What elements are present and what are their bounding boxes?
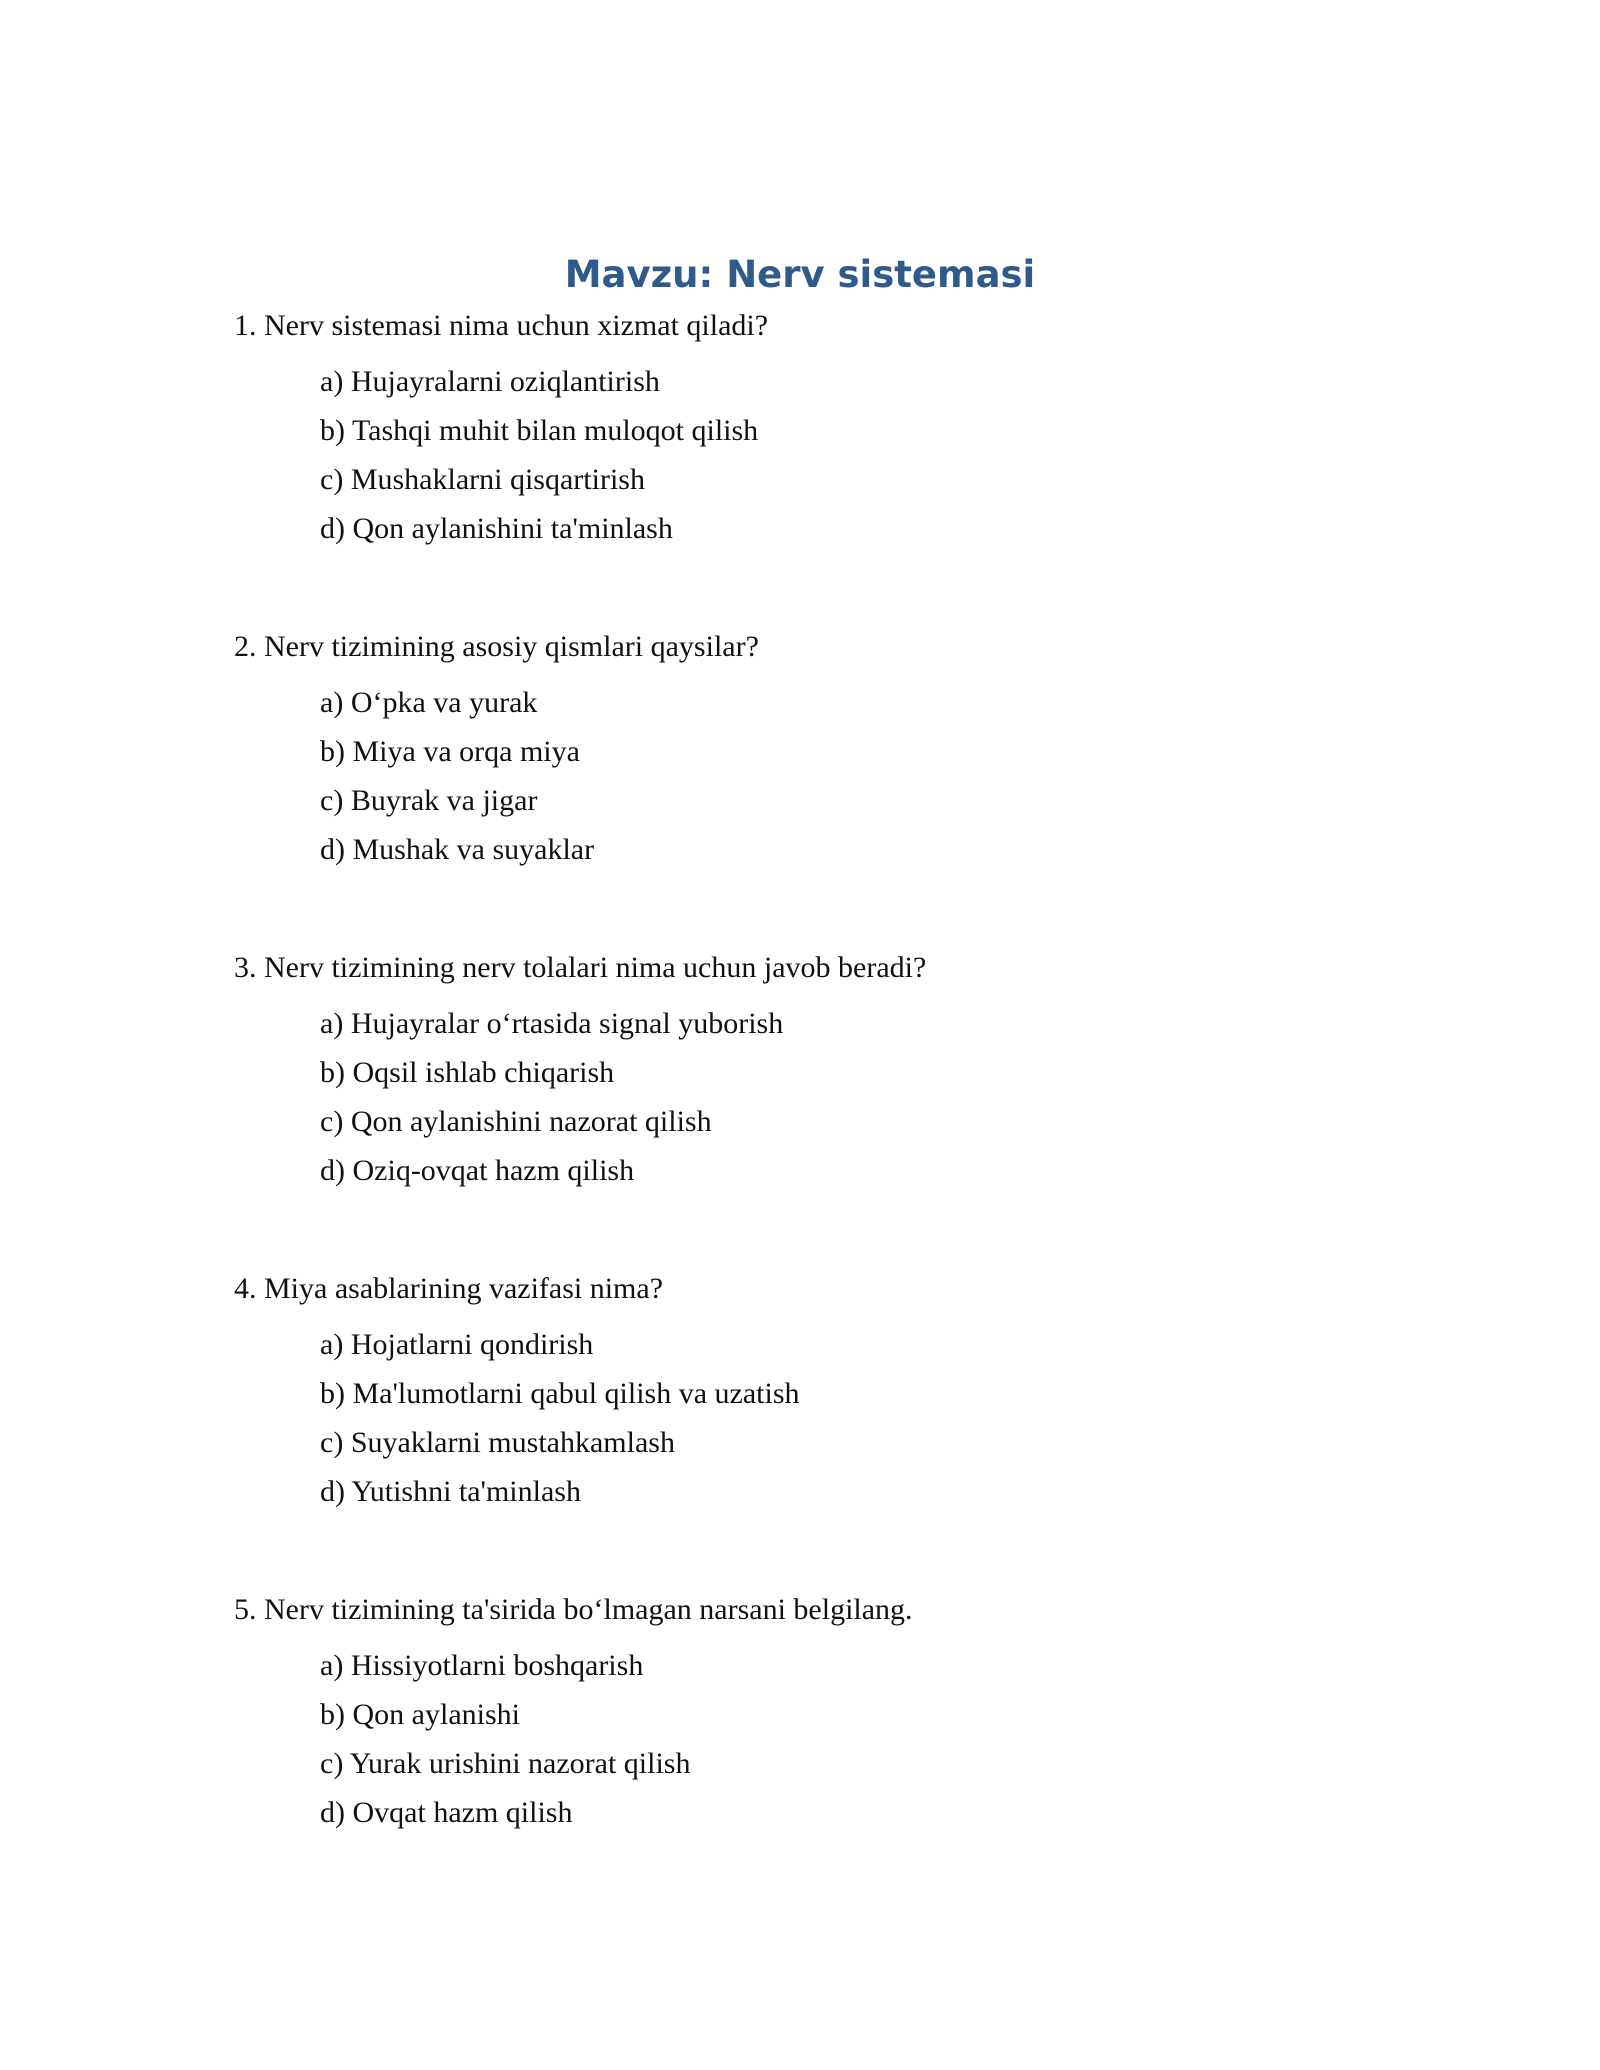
option-text: Hujayralar o‘rtasida signal yuborish — [350, 1007, 784, 1040]
question-1 — [234, 306, 1384, 558]
option-letter: c ) — [320, 1747, 350, 1780]
question-text: 4. Miya asablarining vazifasi nima? — [234, 1272, 664, 1305]
options-list — [320, 1004, 1384, 1191]
option-letter: b ) — [320, 735, 353, 768]
option-letter: a ) — [320, 1007, 351, 1040]
question-text: 2. Nerv tizimining asosiy qismlari qaysilar? — [234, 630, 759, 663]
option-letter: b ) — [320, 1056, 353, 1089]
option-a — [320, 1646, 1384, 1686]
option-text: Qon aylanishi — [352, 1698, 520, 1731]
option-letter: a ) — [320, 365, 351, 398]
options-list — [320, 362, 1384, 549]
option-letter: b ) — [320, 1377, 353, 1410]
option-text: Buyrak va jigar — [350, 784, 538, 817]
option-text: Yutishni ta'minlash — [351, 1475, 581, 1508]
option-a — [320, 362, 1384, 402]
option-d — [320, 509, 1384, 549]
option-letter: a ) — [320, 1649, 351, 1682]
option-b — [320, 1374, 1384, 1414]
option-text: O‘pka va yurak — [350, 686, 538, 719]
option-c — [320, 460, 1384, 500]
option-a — [320, 1004, 1384, 1044]
option-letter: d ) — [320, 1154, 353, 1187]
option-text: Ovqat hazm qilish — [352, 1796, 573, 1829]
option-text: Oqsil ishlab chiqarish — [352, 1056, 615, 1089]
option-letter: c ) — [320, 1105, 351, 1138]
option-d — [320, 830, 1384, 870]
option-text: Yurak urishini nazorat qilish — [349, 1747, 691, 1780]
option-text: Hujayralarni oziqlantirish — [350, 365, 660, 398]
option-text: Mushak va suyaklar — [352, 833, 595, 866]
option-letter: c ) — [320, 463, 351, 496]
option-d — [320, 1472, 1384, 1512]
option-letter: b ) — [320, 414, 352, 447]
question-text: 1. Nerv sistemasi nima uchun xizmat qiladi? — [234, 309, 769, 342]
question-2 — [234, 627, 1384, 879]
option-text: Suyaklarni mustahkamlash — [350, 1426, 675, 1459]
option-letter: d ) — [320, 1796, 353, 1829]
option-text: Qon aylanishini nazorat qilish — [350, 1105, 712, 1138]
option-b — [320, 411, 1384, 451]
question-5 — [234, 1590, 1384, 1842]
option-b — [320, 1053, 1384, 1093]
option-letter: a ) — [320, 1328, 351, 1361]
option-letter: c ) — [320, 784, 351, 817]
option-letter: d ) — [320, 1475, 351, 1508]
option-c — [320, 1102, 1384, 1142]
question-4 — [234, 1269, 1384, 1521]
option-text: Oziq-ovqat hazm qilish — [352, 1154, 635, 1187]
options-list — [320, 1646, 1384, 1833]
option-text: Tashqi muhit bilan muloqot qilish — [351, 414, 759, 447]
options-list — [320, 1325, 1384, 1512]
option-text: Ma'lumotlarni qabul qilish va uzatish — [352, 1377, 800, 1410]
option-letter: d ) — [320, 512, 353, 545]
option-d — [320, 1151, 1384, 1191]
page-title: Mavzu: Nerv sistemasi — [564, 253, 1036, 296]
question-text: 3. Nerv tizimining nerv tolalari nima uchun javob beradi? — [234, 951, 927, 984]
question-text: 5. Nerv tizimining ta'sirida bo‘lmagan narsani belgilang. — [234, 1593, 913, 1626]
option-letter: d ) — [320, 833, 353, 866]
option-a — [320, 683, 1384, 723]
option-letter: b ) — [320, 1698, 353, 1731]
option-letter: c ) — [320, 1426, 351, 1459]
option-c — [320, 1744, 1384, 1784]
question-3 — [234, 948, 1384, 1200]
option-b — [320, 1695, 1384, 1735]
option-b — [320, 732, 1384, 772]
option-c — [320, 781, 1384, 821]
option-text: Miya va orqa miya — [352, 735, 580, 768]
option-a — [320, 1325, 1384, 1365]
option-text: Qon aylanishini ta'minlash — [352, 512, 673, 545]
option-text: Mushaklarni qisqartirish — [350, 463, 645, 496]
option-text: Hojatlarni qondirish — [350, 1328, 594, 1361]
option-c — [320, 1423, 1384, 1463]
option-letter: a ) — [320, 686, 351, 719]
option-d — [320, 1793, 1384, 1833]
options-list — [320, 683, 1384, 870]
option-text: Hissiyotlarni boshqarish — [350, 1649, 644, 1682]
